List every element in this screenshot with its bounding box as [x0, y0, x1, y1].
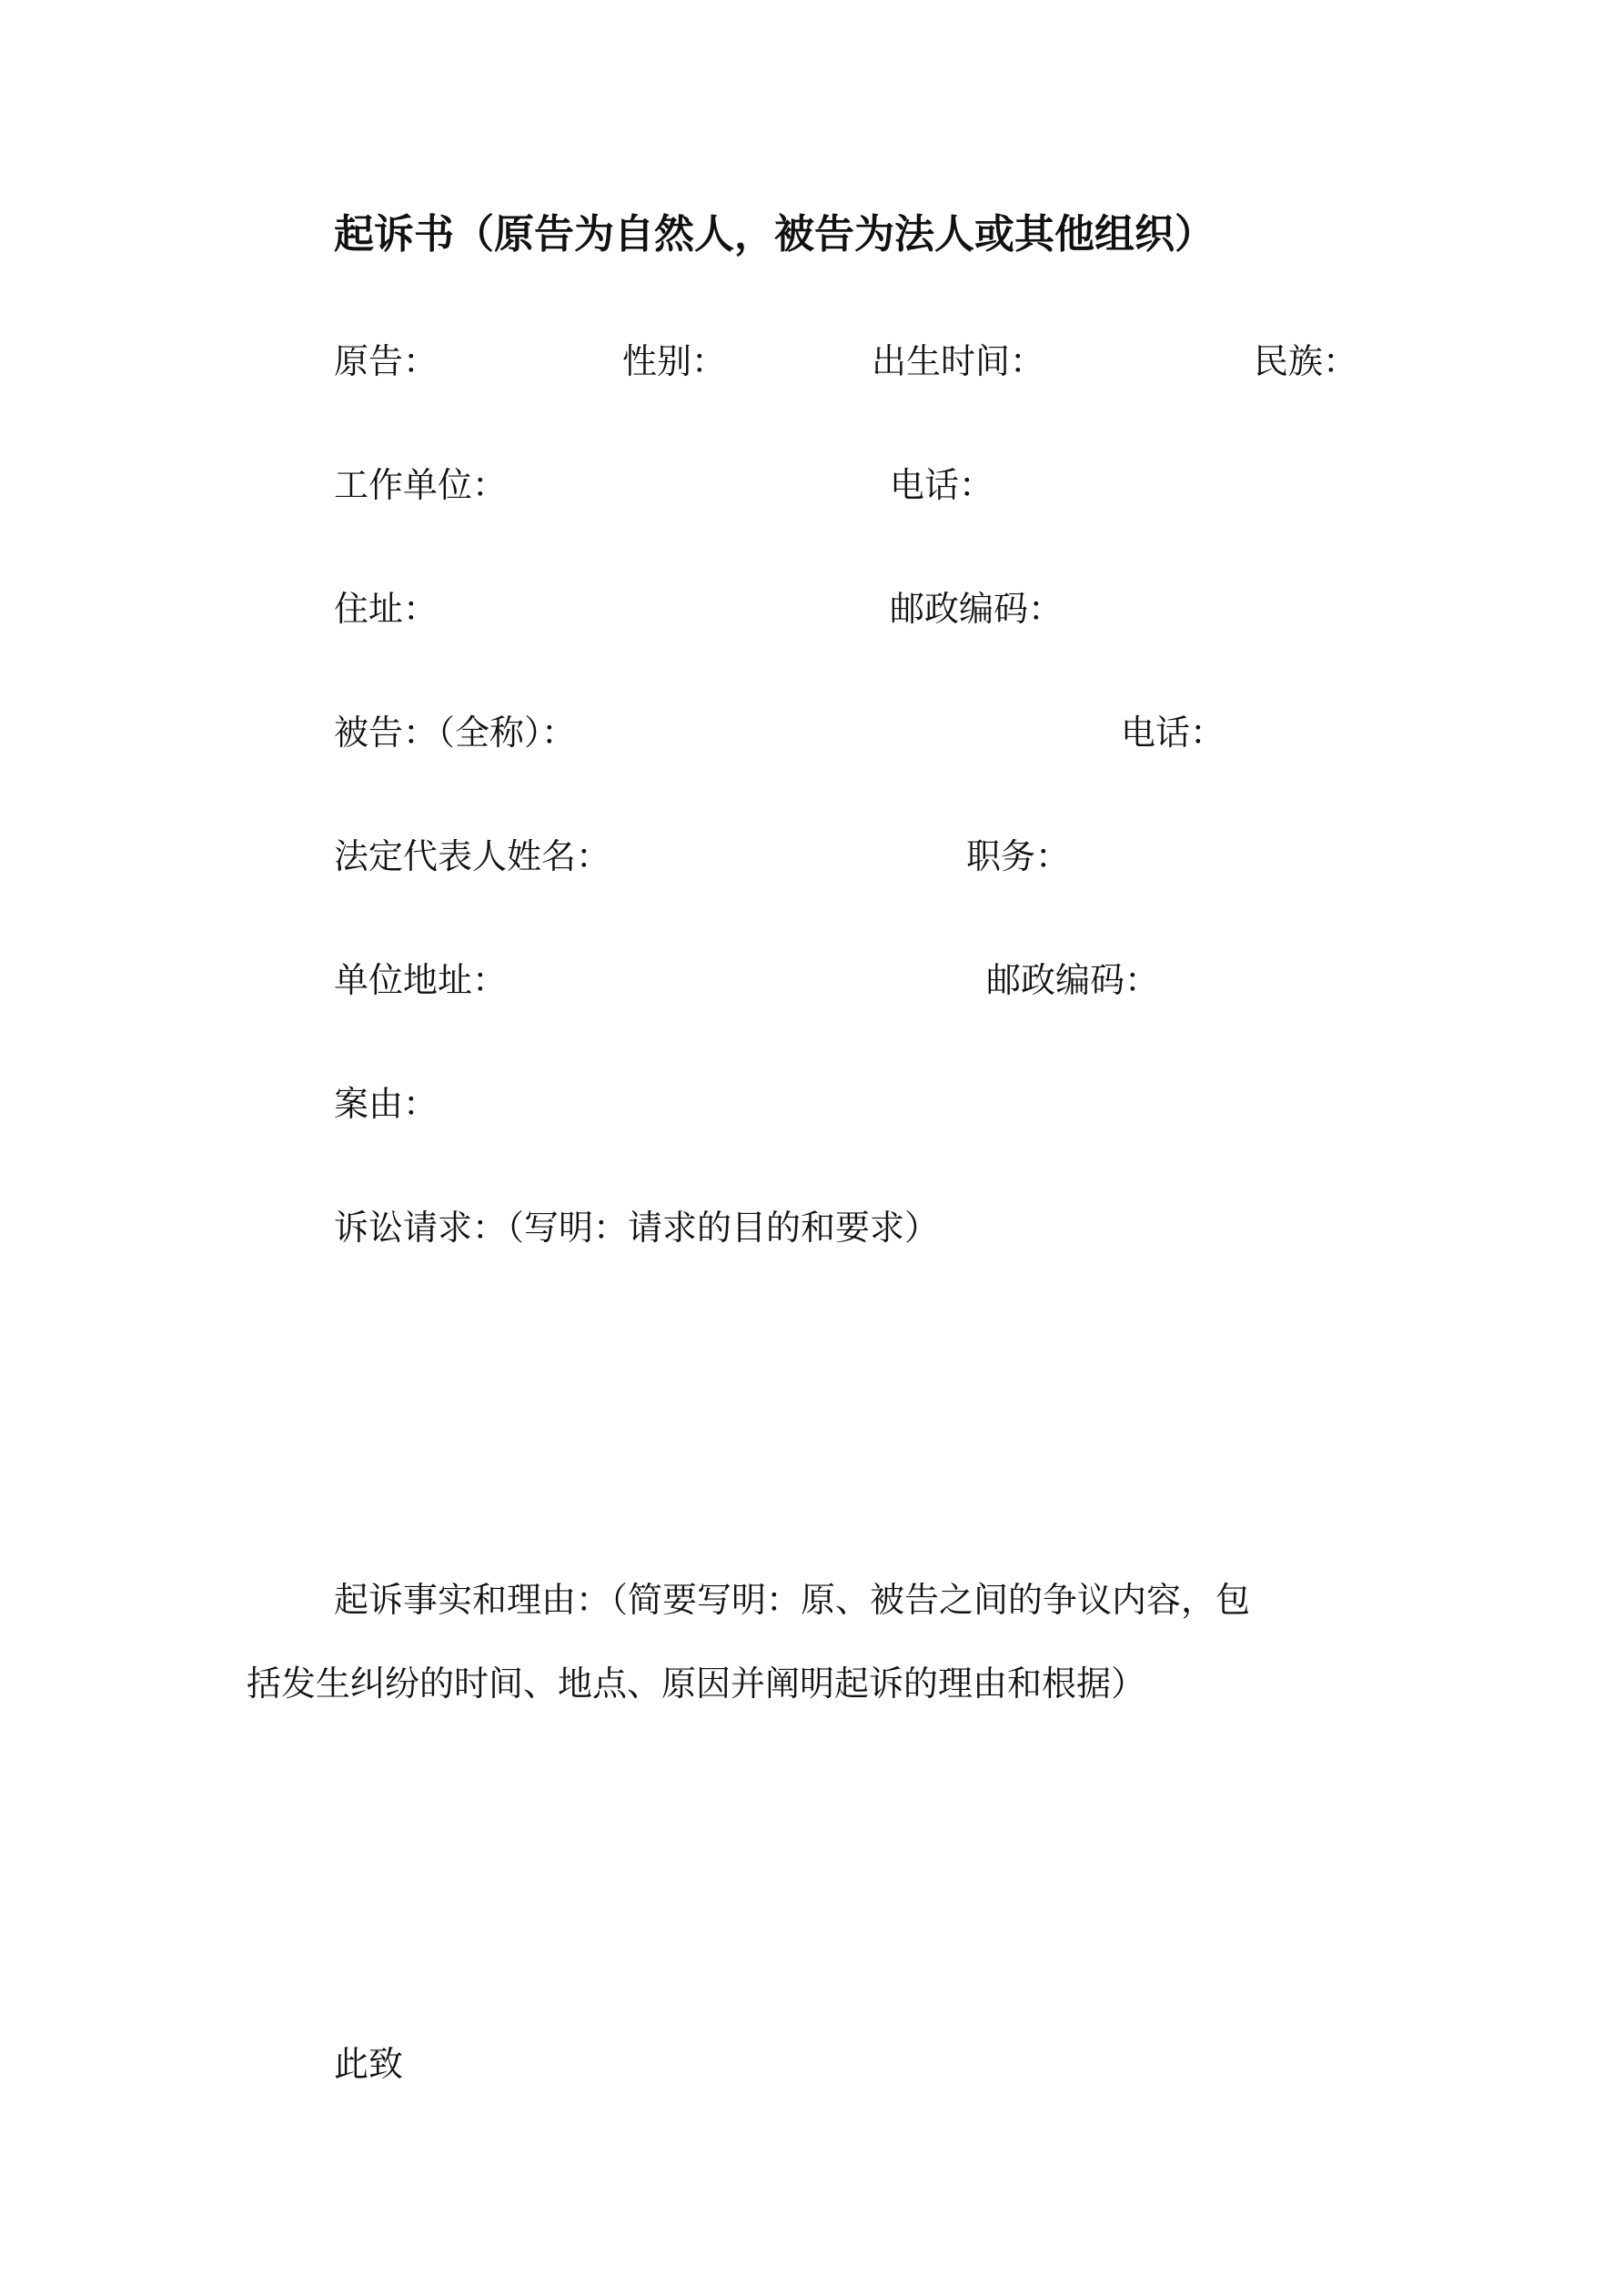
plaintiff-name-label: 原告： — [334, 341, 439, 381]
defendant-postcode-label: 邮政编码： — [986, 960, 1160, 1000]
closing-row — [0, 2037, 1624, 2091]
defendant-address-label: 单位地址： — [334, 960, 508, 1000]
facts-line-2: 括发生纠纷的时间、地点、原因并阐明起诉的理由和根据） — [247, 1664, 1146, 1704]
defendant-row-3 — [0, 953, 1624, 1007]
document-title: 起诉书（原告为自然人，被告为法人或其他组织） — [334, 211, 1215, 258]
defendant-row-1 — [0, 705, 1624, 760]
plaintiff-ethnicity-label: 民族： — [1254, 341, 1358, 381]
plaintiff-row-3 — [0, 582, 1624, 636]
closing-text: 此致 — [334, 2044, 404, 2084]
plaintiff-gender-label: 性别： — [622, 341, 727, 381]
facts-line-1: 起诉事实和理由：（简要写明：原、被告之间的争议内容，包 — [334, 1580, 1251, 1620]
defendant-phone-label: 电话： — [1121, 713, 1226, 753]
plaintiff-address-label: 住址： — [334, 589, 439, 629]
claims-label: 诉讼请求：（写明：请求的目的和要求） — [334, 1208, 940, 1248]
defendant-position-label: 职务： — [966, 836, 1071, 876]
claims-row — [0, 1200, 1624, 1255]
defendant-legal-rep-label: 法定代表人姓名： — [334, 836, 611, 876]
facts-paragraph — [0, 1573, 1624, 1718]
plaintiff-workplace-label: 工作单位： — [334, 465, 508, 505]
defendant-row-2 — [0, 829, 1624, 884]
plaintiff-row-1 — [0, 334, 1624, 389]
case-cause-label: 案由： — [334, 1084, 439, 1124]
plaintiff-phone-label: 电话： — [890, 465, 994, 505]
plaintiff-birth-label: 出生时间： — [872, 341, 1045, 381]
defendant-name-label: 被告：（全称）： — [334, 713, 577, 753]
case-cause-row — [0, 1077, 1624, 1131]
plaintiff-postcode-label: 邮政编码： — [890, 589, 1064, 629]
plaintiff-row-2 — [0, 458, 1624, 512]
